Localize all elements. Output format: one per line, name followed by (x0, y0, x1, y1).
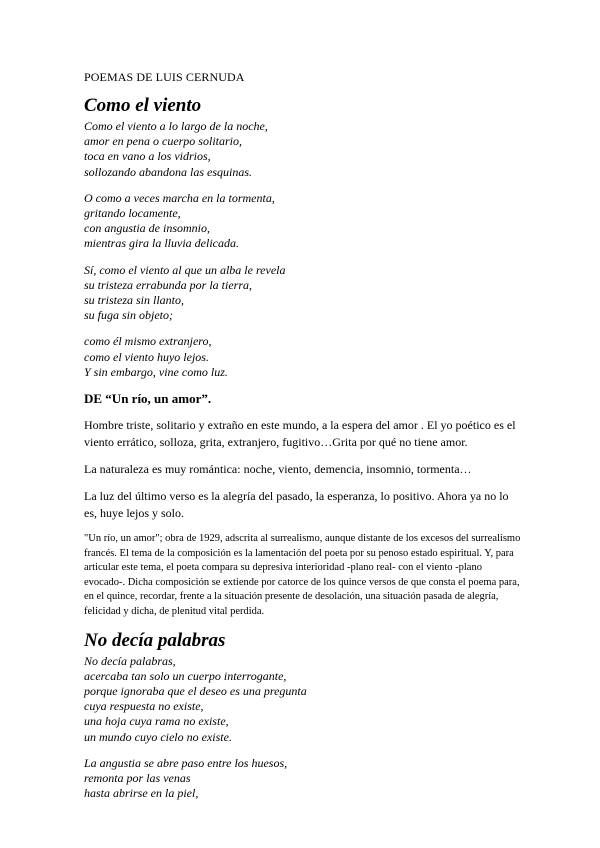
verse-line: O como a veces marcha en la tormenta, (84, 190, 275, 205)
verse-line: acercaba tan solo un cuerpo interrogante, (84, 668, 287, 683)
document-page (84, 70, 524, 812)
verse-line: Como el viento a lo largo de la noche, (84, 119, 268, 133)
verse-line: cuya respuesta no existe, (84, 699, 204, 714)
verse-line: hasta abrirse en la piel, (84, 786, 199, 801)
verse-line: una hoja cuya rama no existe, (84, 714, 229, 729)
verse-line: como el viento huyo lejos. (84, 349, 209, 364)
verse-line: gritando locamente, (84, 206, 181, 221)
verse-line: toca en vano a los vidrios, (84, 149, 211, 164)
poem-stanza (84, 756, 524, 802)
verse-line: La angustia se abre paso entre los huesos, (84, 755, 288, 770)
analysis-paragraph: La naturaleza es muy romántica: noche, viento, demencia, insomnio, tormenta… (84, 462, 472, 477)
poem-title: Como el viento (84, 95, 202, 116)
verse-line: Y sin embargo, vine como luz. (84, 364, 228, 379)
verse-line: su tristeza errabunda por la tierra, (84, 277, 253, 292)
poem-stanza (84, 263, 524, 324)
verse-line: No decía palabras, (84, 653, 176, 668)
section-heading: DE “Un río, un amor”. (84, 391, 212, 407)
poem-title: No decía palabras (84, 629, 226, 651)
verse-line: sollozando abandona las esquinas. (84, 164, 253, 179)
verse-line: con angustia de insomnio, (84, 221, 210, 236)
verse-line: porque ignoraba que el deseo es una pregunta (84, 684, 307, 699)
analysis-paragraph: Hombre triste, solitario y extraño en este mundo, a la espera del amor . El yo poético es el viento errático, solloza, grita, extranjero, fugitivo…Grita por qué no tiene amor. (84, 418, 516, 450)
analysis-paragraph: La luz del último verso es la alegría del pasado, la esperanza, lo positivo. Ahora ya no lo es, huye lejos y solo. (84, 489, 509, 521)
verse-line: como él mismo extranjero, (84, 334, 212, 349)
verse-line: un mundo cuyo cielo no existe. (84, 729, 232, 744)
verse-line: Sí, como el viento al que un alba le revela (84, 262, 286, 277)
poem-stanza (84, 191, 524, 252)
document-title: POEMAS DE LUIS CERNUDA (84, 70, 245, 84)
poem-stanza (84, 654, 524, 745)
verse-line: su fuga sin objeto; (84, 308, 173, 323)
poem-stanza (84, 119, 524, 180)
verse-line: su tristeza sin llanto, (84, 293, 185, 308)
poem-stanza (84, 334, 524, 380)
verse-line: amor en pena o cuerpo solitario, (84, 134, 242, 149)
analysis-note: "Un río, un amor"; obra de 1929, adscrita al surrealismo, aunque distante de los excesos del surrealismo francés. El tema de la composición es la lamentación del poeta por su penoso estado espiritual. Y, para articular este tema, el poeta compara su depresiva interioridad -plano real- con el viento -plano evocado-. Dicha composición se extiende por catorce de los quince versos de que consta el poema para, en el quince, recordar, frente a la situación presente de desolación, una situación pasada de alegría, felicidad y dicha, de plenitud vital perdida. (84, 533, 521, 618)
verse-line: mientras gira la lluvia delicada. (84, 236, 239, 251)
verse-line: remonta por las venas (84, 771, 191, 786)
